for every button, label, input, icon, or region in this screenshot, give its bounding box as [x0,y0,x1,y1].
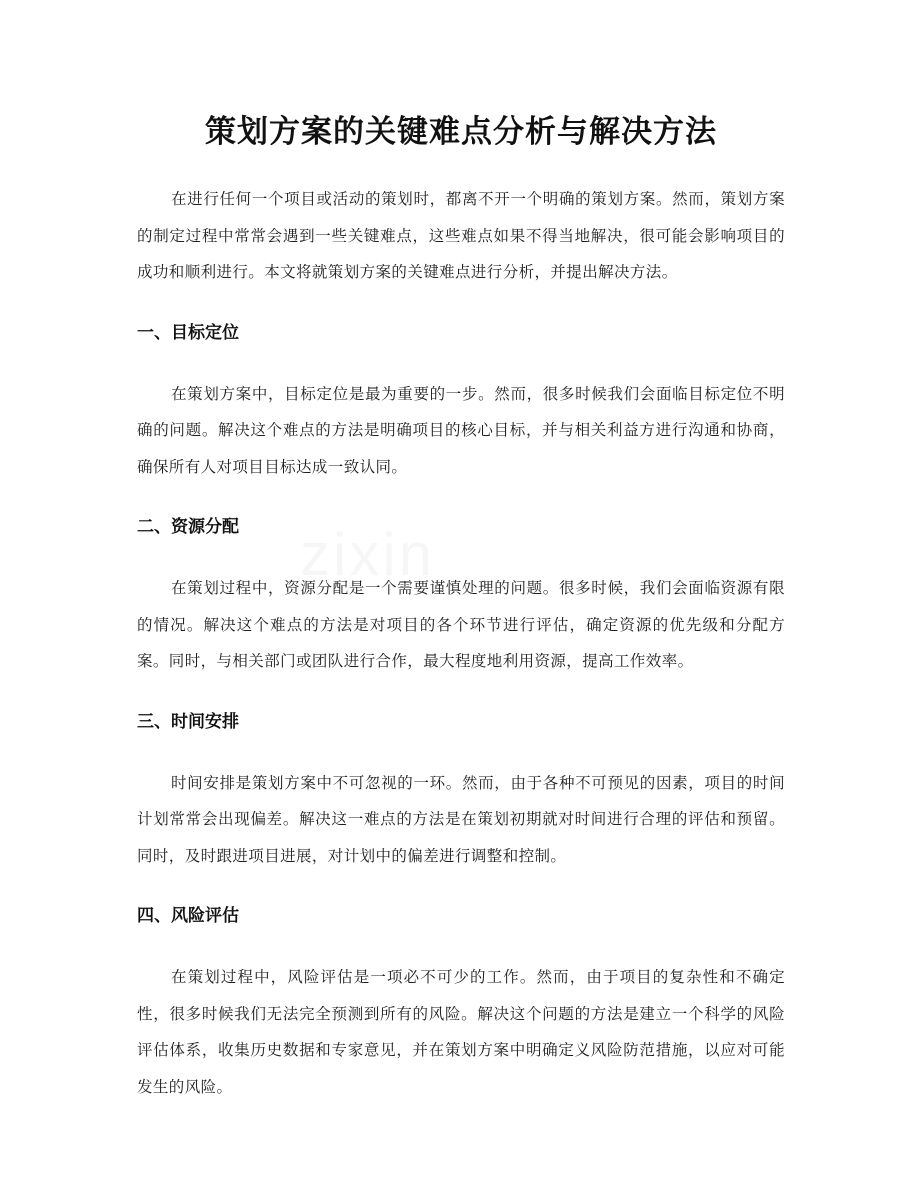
section-heading-goal: 一、目标定位 [137,322,239,343]
intro-paragraph: 在进行任何一个项目或活动的策划时，都离不开一个明确的策划方案。然而，策划方案的制定过程中常常会遇到一些关键难点，这些难点如果不得当地解决，很可能会影响项目的成功和顺利进行。本文将就策划方案的关键难点进行分析，并提出解决方法。 [137,190,785,281]
section-heading-risk: 四、风险评估 [137,906,239,926]
document-title: 策划方案的关键难点分析与解决方法 [205,114,717,150]
section-heading-resources: 二、资源分配 [137,517,239,537]
section-body-risk: 在策划过程中，风险评估是一项必不可少的工作。然而，由于项目的复杂性和不确定性，很多时候我们无法完全预测到所有的风险。解决这个问题的方法是建立一个科学的风险评估体系，收集历史数据和专家意见，并在策划方案中明确定义风险防范措施，以应对可能发生的风险。 [137,968,785,1096]
section-heading-schedule: 三、时间安排 [137,711,239,732]
section-body-goal: 在策划方案中，目标定位是最为重要的一步。然而，很多时候我们会面临目标定位不明确的问题。解决这个难点的方法是明确项目的核心目标，并与相关利益方进行沟通和协商，确保所有人对项目目标达成一致认同。 [137,384,785,476]
document-body [137,181,785,1105]
section-body-resources: 在策划过程中，资源分配是一个需要谨慎处理的问题。很多时候，我们会面临资源有限的情况。解决这个难点的方法是对项目的各个环节进行评估，确定资源的优先级和分配方案。同时，与相关部门或团队进行合作，最大程度地利用资源，提高工作效率。 [137,579,785,670]
section-body-schedule: 时间安排是策划方案中不可忽视的一环。然而，由于各种不可预见的因素，项目的时间计划常常会出现偏差。解决这一难点的方法是在策划初期就对时间进行合理的评估和预留。同时，及时跟进项目进展，对计划中的偏差进行调整和控制。 [137,773,785,865]
